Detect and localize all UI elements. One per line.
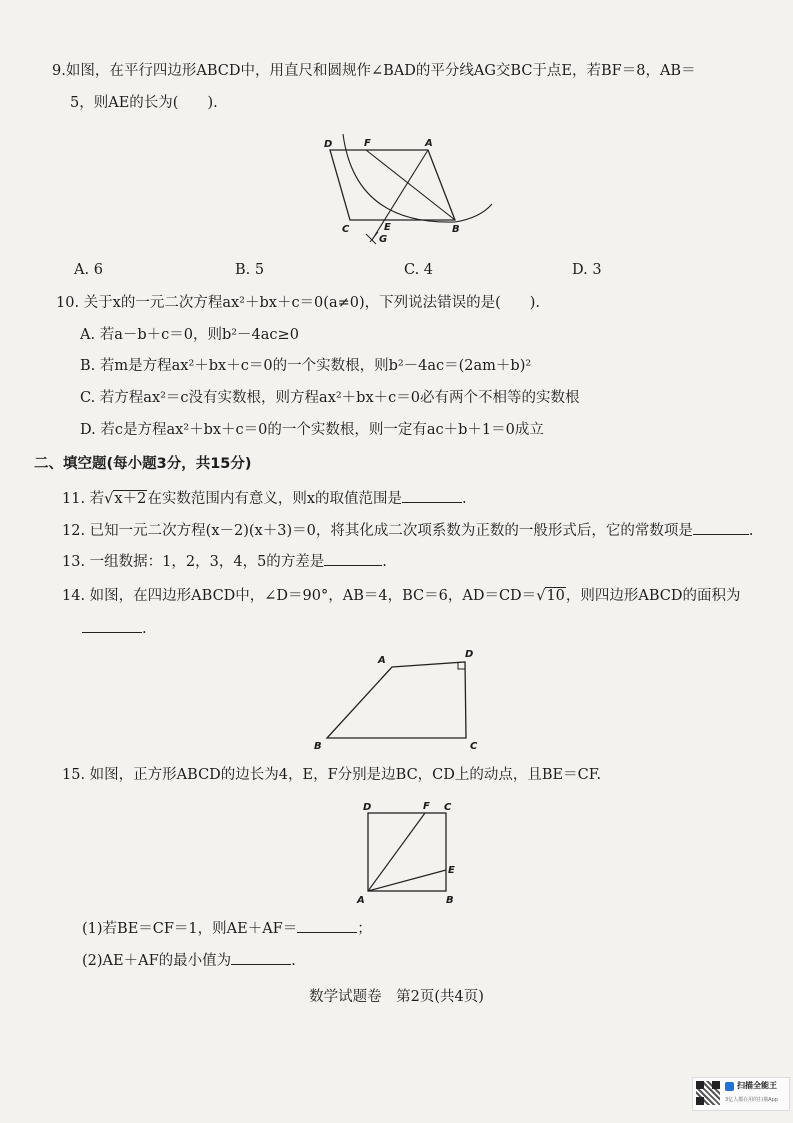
q14-label-C: C xyxy=(470,741,478,752)
q13-end: . xyxy=(382,554,387,570)
q14-label-D: D xyxy=(465,649,474,660)
q9-label-A: A xyxy=(425,138,433,149)
scanner-app-name: 扫描全能王 xyxy=(737,1081,777,1090)
q11: 11. 若√x＋2在实数范围内有意义，则x的取值范围是 . xyxy=(62,488,467,509)
q15-label-A: A xyxy=(357,895,365,906)
q9-label-E: E xyxy=(384,222,391,233)
q14-end: . xyxy=(142,621,147,637)
q15-stem: 15. 如图，正方形ABCD的边长为4，E，F分别是边BC，CD上的动点，且BE＝CF. xyxy=(62,767,602,783)
q12-text: 12. 已知一元二次方程(x－2)(x＋3)＝0，将其化成二次项系数为正数的一般形式后，它的常数项是 xyxy=(62,523,693,539)
q14-line2 xyxy=(82,618,147,639)
q15-part2-end: . xyxy=(291,953,296,969)
q9-option-b: B. 5 xyxy=(235,262,265,278)
q14-post: ，则四边形ABCD的面积为 xyxy=(565,588,741,604)
q14-label-A: A xyxy=(378,655,386,666)
q11-post: 在实数范围内有意义，则x的取值范围是 xyxy=(147,491,403,507)
q15-part2-text: (2)AE＋AF的最小值为 xyxy=(82,953,232,969)
q9-line1 xyxy=(52,61,696,81)
cs-logo-icon xyxy=(725,1082,734,1091)
q14-quadrilateral-figure xyxy=(310,645,490,755)
q15-part1-end: ； xyxy=(357,921,372,937)
q11-end: . xyxy=(462,491,467,507)
q9-text-1: 如图，在平行四边形ABCD中，用直尺和圆规作∠BAD的平分线AG交BC于点E，若BF＝8，AB＝ xyxy=(65,63,696,79)
q10-option-d: D. 若c是方程ax²＋bx＋c＝0的一个实数根，则一定有ac＋b＋1＝0成立 xyxy=(80,422,544,438)
q10-option-c: C. 若方程ax²＝c没有实数根，则方程ax²＋bx＋c＝0必有两个不相等的实数根 xyxy=(80,390,580,406)
q15-square-figure xyxy=(355,795,470,910)
q15-label-E: E xyxy=(448,865,455,876)
q10-stem: 10. 关于x的一元二次方程ax²＋bx＋c＝0(a≠0)，下列说法错误的是( ). xyxy=(56,295,541,311)
q9-label-B: B xyxy=(452,224,460,235)
q10-option-a: A. 若a－b＋c＝0，则b²－4ac≥0 xyxy=(80,327,299,343)
q9-label-C: C xyxy=(342,224,350,235)
q14: 14. 如图，在四边形ABCD中，∠D＝90°，AB＝4，BC＝6，AD＝CD＝√10，则四边形ABCD的面积为 xyxy=(62,588,741,604)
q11-radicand: x＋2 xyxy=(114,491,147,507)
section-fill-in-heading: 二、填空题(每小题3分，共15分) xyxy=(34,456,252,472)
q15-label-C: C xyxy=(444,802,452,813)
q13 xyxy=(62,551,387,572)
q14-answer-blank[interactable] xyxy=(82,618,142,633)
q9-label-D: D xyxy=(324,139,333,150)
q15-part1-text: (1)若BE＝CF＝1，则AE＋AF＝ xyxy=(82,921,298,937)
q9-parallelogram-figure xyxy=(320,130,500,250)
q9-line2: 5，则AE的长为( ). xyxy=(70,95,218,111)
q15-label-F: F xyxy=(423,801,430,812)
page-footer: 数学试题卷 第2页(共4页) xyxy=(309,989,484,1005)
q13-text: 13. 一组数据：1，2，3，4，5的方差是 xyxy=(62,554,325,570)
qr-code-icon xyxy=(696,1081,720,1105)
q15-label-D: D xyxy=(363,802,372,813)
q10-option-b: B. 若m是方程ax²＋bx＋c＝0的一个实数根，则b²－4ac＝(2am＋b)² xyxy=(80,358,532,374)
q9-number: 9. xyxy=(52,63,66,79)
q9-option-c: C. 4 xyxy=(404,262,434,278)
q13-answer-blank[interactable] xyxy=(324,551,382,566)
q9-option-d: D. 3 xyxy=(572,262,602,278)
q15-part1 xyxy=(82,918,372,939)
q9-label-F: F xyxy=(364,138,371,149)
q14-radicand: 10 xyxy=(546,588,565,604)
q12 xyxy=(62,520,753,541)
scanner-app-tagline: 3亿人都在用的扫描App xyxy=(725,1097,778,1103)
q11-answer-blank[interactable] xyxy=(402,488,462,503)
q12-answer-blank[interactable] xyxy=(693,520,749,535)
q12-end: . xyxy=(748,523,754,539)
q15-label-B: B xyxy=(446,895,454,906)
q9-label-G: G xyxy=(379,234,388,245)
q11-pre: 11. 若 xyxy=(62,491,105,507)
q15-part1-answer-blank[interactable] xyxy=(297,918,357,933)
q15-part2-answer-blank[interactable] xyxy=(231,950,291,965)
q9-option-a: A. 6 xyxy=(74,262,103,278)
q14-label-B: B xyxy=(314,741,322,752)
q14-pre: 14. 如图，在四边形ABCD中，∠D＝90°，AB＝4，BC＝6，AD＝CD＝ xyxy=(62,588,537,604)
q15-part2 xyxy=(82,950,296,971)
scanner-watermark-badge xyxy=(692,1077,790,1111)
